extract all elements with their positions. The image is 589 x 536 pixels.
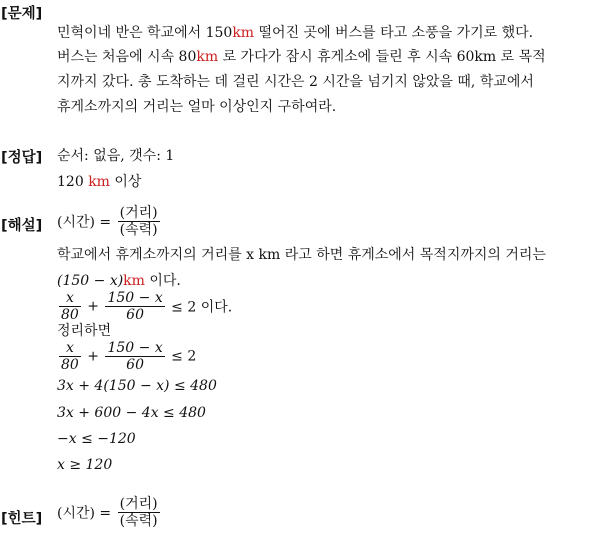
fraction-denominator: (속력) — [119, 513, 158, 529]
problem-line-2 — [57, 48, 546, 66]
formula-fraction — [118, 205, 160, 238]
fraction-x-80 — [59, 290, 81, 323]
problem-text: 로 가다가 잠시 휴게소에 들린 후 시속 60km 로 목적 — [218, 49, 546, 65]
step-2: 3x + 600 − 4x ≤ 480 — [57, 405, 206, 421]
problem-line-1 — [57, 24, 533, 42]
formula-lhs: (시간) = — [57, 214, 112, 231]
answer-order: 순서: 없음, 갯수: 1 — [57, 148, 175, 164]
fraction-numerator: 150 − x — [107, 340, 163, 356]
fraction-denominator: 80 — [61, 307, 79, 323]
fraction-denominator: 80 — [61, 357, 79, 373]
fraction-numerator: 150 − x — [107, 290, 163, 306]
organize-text: 정리하면 — [57, 323, 112, 339]
problem-text: 버스는 처음에 시속 80 — [57, 49, 197, 65]
problem-text: 민혁이네 반은 학교에서 150 — [57, 25, 233, 41]
solution-suffix: 이다. — [144, 273, 181, 289]
inequality-rhs: ≤ 2 이다. — [171, 299, 233, 316]
solution-text-2 — [57, 272, 181, 290]
inequality-1 — [57, 290, 232, 323]
hint-formula — [57, 496, 162, 529]
fraction-denominator: 60 — [126, 307, 144, 323]
unit-km: km — [232, 25, 255, 41]
unit-km: km — [88, 174, 110, 190]
fraction-numerator: (거리) — [119, 496, 158, 512]
fraction-denominator: (속력) — [119, 222, 158, 238]
step-1: 3x + 4(150 − x) ≤ 480 — [57, 378, 217, 394]
unit-km: km — [196, 49, 219, 65]
formula-lhs: (시간) = — [57, 505, 112, 522]
inequality-2 — [57, 340, 196, 373]
expression: (150 − x) — [57, 273, 124, 289]
answer-value — [57, 173, 141, 191]
problem-line-3: 지까지 갔다. 총 도착하는 데 걸린 시간은 2 시간을 넘기지 않았을 때, 학교에서 — [57, 74, 534, 90]
fraction-150-x-60 — [105, 290, 164, 323]
problem-label: [문제] — [1, 6, 43, 22]
fraction-denominator: 60 — [126, 357, 144, 373]
answer-label: [정답] — [1, 150, 43, 166]
problem-text: 떨어진 곳에 버스를 타고 소풍을 가기로 했다. — [254, 25, 534, 41]
fraction-numerator: (거리) — [119, 205, 158, 221]
answer-number: 120 — [57, 174, 84, 190]
solution-formula — [57, 205, 162, 238]
answer-suffix: 이상 — [109, 174, 142, 190]
solution-text-1: 학교에서 휴게소까지의 거리를 x km 라고 하면 휴게소에서 목적지까지의 거리는 — [57, 247, 546, 263]
step-4: x ≥ 120 — [57, 457, 113, 473]
step-3: −x ≤ −120 — [57, 431, 136, 447]
plus-sign: + — [87, 348, 100, 365]
fraction-x-80 — [59, 340, 81, 373]
fraction-150-x-60 — [105, 340, 164, 373]
fraction-numerator: x — [59, 290, 81, 307]
problem-line-4: 휴게소까지의 거리는 얼마 이상인지 구하여라. — [57, 99, 337, 115]
unit-km: km — [123, 273, 145, 289]
fraction-numerator: x — [59, 340, 81, 357]
solution-label: [해설] — [1, 218, 43, 234]
inequality-rhs: ≤ 2 — [171, 348, 197, 365]
hint-label: [힌트] — [1, 511, 43, 527]
plus-sign: + — [87, 298, 100, 315]
formula-fraction — [118, 496, 160, 529]
